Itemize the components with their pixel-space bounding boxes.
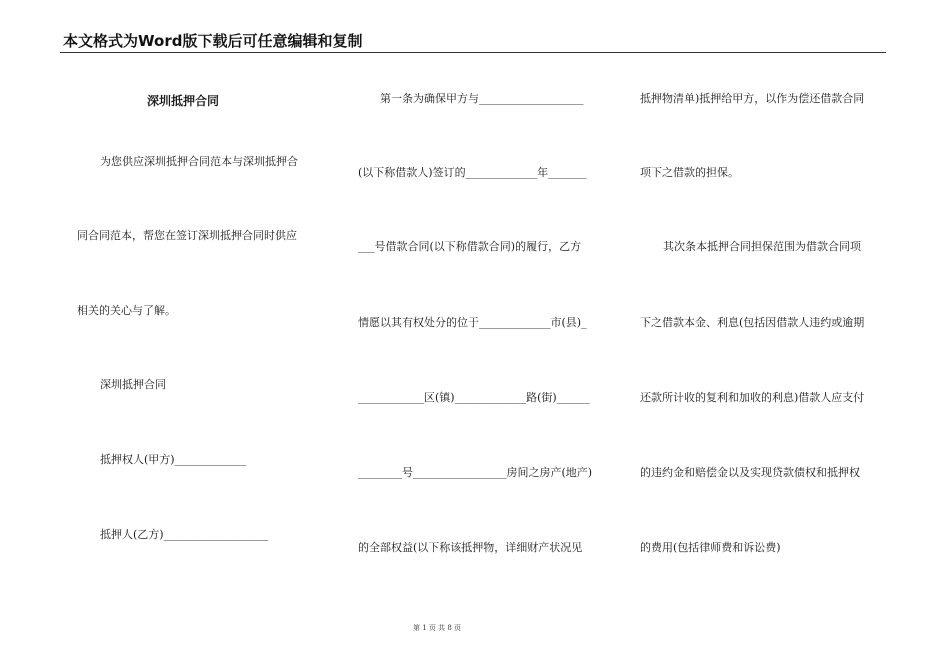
column3-line: 的费用(包括律师费和诉讼费) (640, 541, 781, 554)
column1-line: 为您供应深圳抵押合同范本与深圳抵押合 (100, 155, 298, 168)
page-number: 第 1 页 共 8 页 (413, 624, 462, 632)
document-title: 深圳抵押合同 (147, 94, 220, 108)
column1-line: 同合同范本，帮您在签订深圳抵押合同时供应 (77, 229, 297, 242)
column3-line: 抵押物清单)抵押给甲方，以作为偿还借款合同 (640, 92, 865, 105)
column2-line: ________号_________________房间之房产(地产) (358, 466, 593, 479)
column3-line: 的违约金和赔偿金以及实现贷款债权和抵押权 (640, 466, 860, 479)
column1-line: 深圳抵押合同 (100, 378, 166, 391)
column1-line: 相关的关心与了解。 (77, 304, 176, 317)
column3-line: 项下之借款的担保。 (640, 166, 739, 179)
document-banner: 本文格式为Word版下载后可任意编辑和复制 (63, 32, 363, 50)
header-divider (60, 52, 886, 53)
column2-line: (以下称借款人)签订的_____________年_______ (358, 166, 587, 179)
column1-line: 抵押人(乙方)___________________ (100, 528, 269, 541)
column3-line: 其次条本抵押合同担保范围为借款合同项 (663, 240, 861, 253)
column1-line: 抵押权人(甲方)_____________ (100, 453, 247, 466)
column2-line: 的全部权益(以下称该抵押物，详细财产状况见 (358, 541, 583, 554)
column3-line: 下之借款本金、利息(包括因借款人违约或逾期 (640, 316, 865, 329)
column2-line: ___号借款合同(以下称借款合同)的履行，乙方 (358, 240, 582, 253)
column2-line: 第一条为确保甲方与___________________ (380, 92, 584, 105)
column3-line: 还款所计收的复利和加收的利息)借款人应支付 (640, 391, 865, 404)
column2-line: 情愿以其有权处分的位于_____________市(县)_ (358, 316, 587, 329)
column2-line: ____________区(镇)_____________路(街)______ (358, 391, 590, 404)
